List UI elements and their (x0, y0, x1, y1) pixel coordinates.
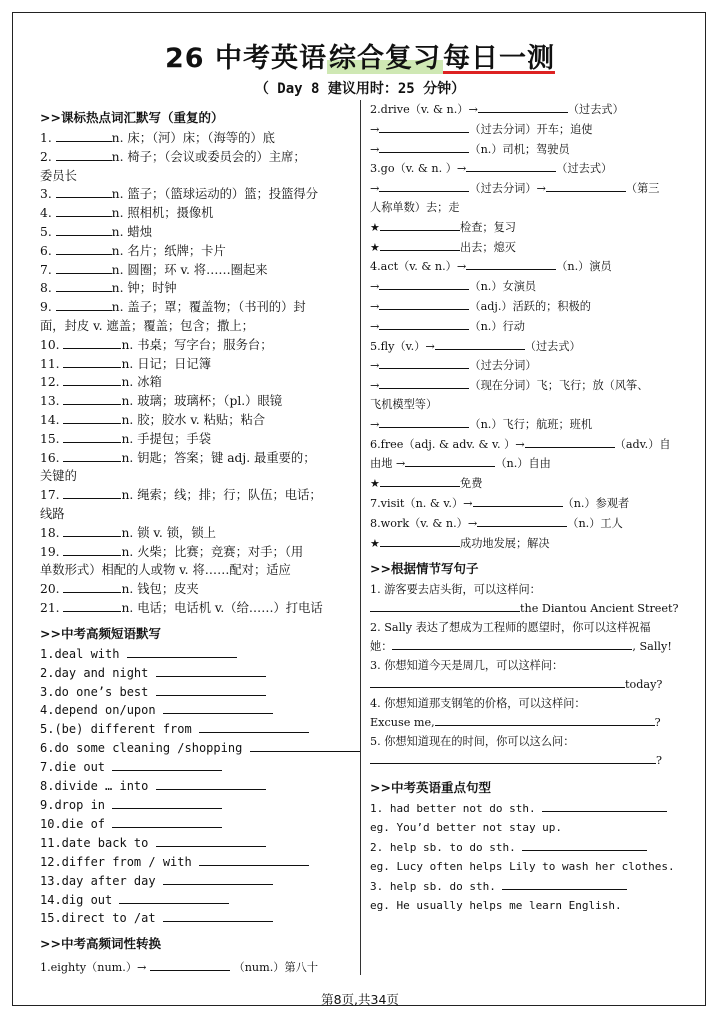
item-number: 14. (40, 412, 60, 427)
answer-end: ? (656, 754, 662, 768)
vocab-item (40, 392, 350, 411)
item-number: 19. (40, 544, 60, 559)
section-vocab-heading: >>课标热点词汇默写（重复的） (40, 110, 224, 125)
answer-blank[interactable] (379, 376, 469, 389)
item-definition: n. 胶；胶水 v. 粘贴；粘合 (121, 412, 266, 427)
item-number: 9. (40, 300, 52, 315)
convert-prefix: ★ (370, 536, 381, 550)
answer-blank[interactable] (127, 645, 237, 658)
answer-blank[interactable] (546, 179, 626, 192)
convert-prefix: 6.free（adj. & adv. & v. ）→ (370, 437, 525, 451)
answer-blank[interactable] (380, 474, 460, 487)
situation-answer (370, 637, 680, 656)
answer-blank[interactable] (250, 739, 360, 752)
phrase-item (40, 720, 350, 739)
phrase-text: 4.depend on/upon (40, 703, 156, 718)
pattern-text: 3. help sb. do sth. (370, 879, 496, 893)
item-definition: n. 电话；电话机 v.（给……）打电话 (121, 600, 323, 615)
answer-blank[interactable] (150, 958, 230, 971)
situation-question: 5. 你想知道现在的时间，你可以这么问： (370, 735, 575, 749)
right-column (370, 100, 680, 916)
convert-suffix: （n.）女演员 (469, 280, 537, 294)
title-prefix: 26 中考英语 (165, 43, 327, 74)
convert-prefix: 3.go（v. & n. ）→ (370, 162, 467, 176)
answer-blank[interactable] (56, 298, 112, 311)
answer-blank[interactable] (466, 257, 556, 270)
item-number: 13. (40, 394, 60, 409)
item-number: 7. (40, 262, 52, 277)
item-definition: n. 锁 v. 锁，锁上 (121, 525, 216, 540)
item-number: 12. (40, 375, 60, 390)
item-number: 5. (40, 224, 52, 239)
item-number: 4. (40, 206, 52, 221)
answer-blank[interactable] (112, 815, 222, 828)
item-number: 11. (40, 356, 60, 371)
situation-question: 1. 游客要去店头街，可以这样问： (370, 583, 541, 597)
convert-suffix: 成功地发展；解决 (460, 536, 550, 550)
situation-question: 3. 你想知道今天是周几，可以这样问： (370, 659, 564, 673)
convert-item (370, 277, 680, 297)
answer-blank[interactable] (525, 435, 615, 448)
convert-suffix: （过去式） (567, 103, 624, 116)
answer-blank[interactable] (56, 129, 112, 142)
vocab-item (40, 223, 350, 242)
item-definition-cont: 单数形式）相配的人或物 v. 将……配对；适应 (40, 563, 291, 578)
phrase-item (40, 645, 350, 664)
item-number: 21. (40, 600, 60, 615)
pattern-example: eg. You’d better not stay up. (370, 821, 563, 835)
answer-blank[interactable] (63, 411, 121, 424)
item-number: 15. (40, 431, 60, 446)
answer-blank[interactable] (435, 337, 525, 350)
answer-end: the Diantou Ancient Street? (520, 602, 679, 616)
answer-end: ? (654, 716, 661, 730)
vocab-item (40, 430, 350, 449)
answer-blank[interactable] (63, 449, 121, 462)
item-number: 2. (40, 149, 52, 164)
item-definition-cont: 委员长 (40, 168, 77, 183)
vocab-item (40, 355, 350, 374)
convert-item (370, 337, 680, 357)
answer-blank[interactable] (56, 242, 112, 255)
phrase-text: 8.divide … into (40, 779, 149, 794)
phrase-text: 9.drop in (40, 797, 106, 812)
pattern-text: 1. had better not do sth. (370, 802, 536, 816)
phrase-item (40, 664, 350, 683)
answer-end: , Sally! (632, 640, 672, 654)
answer-blank[interactable] (435, 713, 655, 726)
convert-suffix: （n.）自由 (495, 457, 551, 471)
convert-prefix: 由地 → (370, 457, 406, 471)
item-definition: n. 手提包；手袋 (121, 431, 212, 446)
convert-item (370, 179, 680, 199)
convert-suffix: （第三 (625, 182, 660, 196)
convert-item (370, 514, 680, 534)
item-number: 10. (40, 337, 60, 352)
pattern-text: 2. help sb. to do sth. (370, 841, 516, 855)
convert-item (370, 297, 680, 317)
answer-blank[interactable] (466, 159, 556, 172)
convert-suffix: （n.）演员 (556, 260, 612, 274)
convert-item (370, 356, 680, 376)
convert-prefix: 5.fly（v.）→ (370, 339, 435, 353)
item-definition: n. 绳索；线；排；行；队伍；电话； (121, 488, 322, 503)
situation-question: 4. 你想知道那支钢笔的价格，可以这样问： (370, 697, 586, 711)
page-subtitle: （ Day 8 建议用时：25 分钟） (254, 81, 466, 97)
phrase-item (40, 909, 350, 928)
title-suffix: 每日一测 (442, 43, 555, 74)
item-definition: n. 床；（河）床；（海等的）底 (111, 131, 275, 145)
item-definition: n. 钟；时钟 (111, 281, 177, 296)
answer-blank[interactable] (63, 599, 121, 612)
answer-blank[interactable] (63, 336, 121, 349)
vocab-list (40, 129, 350, 618)
convert-item (370, 376, 680, 396)
phrase-text: 1.deal with (40, 646, 120, 661)
convert-prefix: → (370, 319, 380, 333)
vocab-item (40, 524, 350, 543)
convert-suffix: （n.）行动 (469, 319, 525, 333)
item-number: 8. (40, 281, 52, 296)
convert-item (370, 474, 680, 494)
situation-question-cont: 她： (370, 640, 393, 654)
convert-item-prefix: 1.eighty（num.）→ (40, 961, 147, 975)
item-definition: n. 玻璃；玻璃杯；（pl.）眼镜 (121, 394, 283, 409)
answer-blank[interactable] (379, 356, 469, 369)
convert-item (370, 100, 680, 120)
convert-suffix: （过去分词）→ (469, 182, 546, 196)
column-divider (360, 100, 361, 975)
vocab-item (40, 373, 350, 392)
convert-suffix: 出去；熄灭 (460, 240, 516, 254)
phrase-item (40, 853, 350, 872)
convert-suffix: （过去式） (524, 339, 581, 353)
convert-prefix: 人称单数）去；走 (370, 200, 460, 214)
answer-blank[interactable] (63, 392, 121, 405)
answer-blank[interactable] (56, 223, 112, 236)
answer-blank[interactable] (379, 297, 469, 310)
phrase-list (40, 645, 350, 929)
item-definition: n. 照相机；摄像机 (111, 206, 214, 221)
item-number: 16. (40, 450, 60, 465)
item-number: 17. (40, 488, 60, 503)
phrase-item (40, 683, 350, 702)
phrase-item (40, 777, 350, 796)
situation-answer (370, 599, 680, 618)
convert-item (370, 494, 680, 514)
phrase-item (40, 815, 350, 834)
convert-prefix: → (370, 379, 380, 393)
answer-blank[interactable] (380, 218, 460, 231)
item-definition: n. 钥匙；答案；键 adj. 最重要的； (121, 450, 316, 465)
phrase-text: 2.day and night (40, 665, 149, 680)
answer-blank[interactable] (163, 909, 273, 922)
convert-prefix: 飞机模型等） (370, 397, 438, 411)
item-definition: n. 盖子；罩；覆盖物；（书刊的）封 (111, 300, 306, 315)
item-definition: n. 名片；纸牌；卡片 (111, 243, 226, 258)
vocab-item (40, 129, 350, 148)
item-definition-cont: 面，封皮 v. 遮盖；覆盖；包含；撒上； (40, 318, 254, 333)
phrase-item (40, 872, 350, 891)
answer-blank[interactable] (380, 238, 460, 251)
title-mid: 综合复习 (328, 43, 441, 74)
phrase-item (40, 891, 350, 910)
vocab-item (40, 148, 350, 167)
answer-blank[interactable] (473, 494, 563, 507)
phrase-text: 3.do one’s best (40, 684, 149, 699)
convert-suffix: （过去分词） (469, 359, 537, 373)
answer-blank[interactable] (379, 415, 469, 428)
item-definition: n. 圆圈；环 v. 将……圈起来 (111, 262, 268, 277)
vocab-item (40, 411, 350, 430)
answer-blank[interactable] (156, 683, 266, 696)
convert-item (370, 435, 680, 455)
pattern-item (370, 838, 680, 858)
convert-item-1 (40, 958, 350, 978)
pattern-item (370, 799, 680, 819)
section-situation-heading: >>根据情节写句子 (370, 561, 479, 577)
convert-prefix: 4.act（v. & n.）→ (370, 260, 467, 274)
answer-blank[interactable] (542, 799, 667, 812)
vocab-item (40, 449, 350, 468)
phrase-text: 6.do some cleaning /shopping (40, 741, 243, 756)
answer-blank[interactable] (379, 140, 469, 153)
page-footer: 第8页,共34页 (321, 992, 399, 1007)
item-definition-cont: 关键的 (40, 469, 77, 484)
item-number: 1. (40, 131, 52, 145)
answer-blank[interactable] (379, 120, 469, 133)
convert-list (370, 100, 680, 553)
answer-blank[interactable] (63, 486, 121, 499)
convert-suffix: （n.）飞行；航班；班机 (469, 417, 593, 431)
convert-item (370, 159, 680, 179)
phrase-text: 7.die out (40, 760, 106, 775)
item-definition: n. 火柴；比赛；竞赛；对手；（用 (121, 544, 304, 559)
convert-suffix: （n.）司机；驾驶员 (469, 142, 570, 156)
answer-blank[interactable] (405, 454, 495, 467)
answer-blank[interactable] (63, 355, 121, 368)
convert-item (370, 120, 680, 140)
answer-blank[interactable] (56, 279, 112, 292)
vocab-item (40, 204, 350, 223)
convert-item (370, 396, 680, 415)
pattern-list (370, 799, 680, 915)
answer-blank[interactable] (56, 204, 112, 217)
item-definition: n. 椅子；（会议或委员会的）主席； (111, 149, 306, 164)
convert-prefix: → (370, 299, 380, 313)
convert-item (370, 257, 680, 277)
convert-suffix: （adv.）自 (614, 437, 671, 451)
vocab-item (40, 185, 350, 204)
answer-blank[interactable] (63, 580, 121, 593)
answer-end: today? (625, 678, 663, 692)
convert-prefix: → (370, 122, 380, 136)
answer-blank[interactable] (156, 834, 266, 847)
vocab-item (40, 298, 350, 317)
item-number: 20. (40, 582, 60, 597)
convert-suffix: （n.）参观者 (562, 496, 630, 510)
phrase-item (40, 796, 350, 815)
convert-prefix: ★ (370, 477, 381, 491)
phrase-text: 15.direct to /at (40, 911, 156, 926)
situation-list (370, 580, 680, 770)
answer-blank[interactable] (392, 637, 632, 650)
answer-blank[interactable] (478, 100, 568, 113)
answer-blank[interactable] (477, 514, 567, 527)
answer-blank[interactable] (56, 148, 112, 161)
answer-blank[interactable] (379, 277, 469, 290)
item-definition-cont: 线路 (40, 506, 65, 521)
item-definition: n. 钱包；皮夹 (121, 582, 199, 597)
convert-prefix: → (370, 142, 380, 156)
item-number: 6. (40, 243, 52, 258)
vocab-item (40, 279, 350, 298)
convert-prefix: → (370, 359, 380, 373)
answer-blank[interactable] (56, 261, 112, 274)
item-number: 18. (40, 525, 60, 540)
convert-item (370, 238, 680, 258)
answer-blank[interactable] (199, 720, 309, 733)
convert-prefix: 8.work（v. & n.）→ (370, 516, 478, 530)
answer-blank[interactable] (63, 543, 121, 556)
convert-item (370, 415, 680, 435)
answer-blank[interactable] (522, 838, 647, 851)
vocab-item (40, 336, 350, 355)
answer-blank[interactable] (379, 179, 469, 192)
situation-answer (370, 751, 680, 770)
answer-blank[interactable] (380, 534, 460, 547)
convert-prefix: ★ (370, 240, 381, 254)
convert-item (370, 199, 680, 218)
phrase-text: 5.(be) different from (40, 722, 192, 737)
phrase-item (40, 758, 350, 777)
phrase-item (40, 834, 350, 853)
situation-question: 2. Sally 表达了想成为工程师的愿望时，你可以这样祝福 (370, 621, 651, 635)
answer-blank[interactable] (56, 185, 112, 198)
section-convert-heading: >>中考高频词性转换 (40, 936, 161, 952)
pattern-example: eg. Lucy often helps Lily to wash her clothes. (370, 860, 675, 874)
section-phrases-heading: >>中考高频短语默写 (40, 625, 161, 641)
phrase-text: 10.die of (40, 816, 106, 831)
convert-suffix: （现在分词）飞；飞行；放（风筝、 (469, 379, 649, 393)
answer-blank[interactable] (112, 796, 222, 809)
vocab-item (40, 543, 350, 562)
convert-item (370, 454, 680, 474)
situation-answer (370, 675, 680, 694)
left-column (40, 106, 350, 978)
page-title (0, 36, 720, 75)
answer-blank[interactable] (63, 430, 121, 443)
item-definition: n. 书桌；写字台；服务台； (121, 337, 273, 352)
convert-prefix: → (370, 417, 380, 431)
convert-prefix: → (370, 182, 380, 196)
convert-item (370, 140, 680, 160)
convert-suffix: （n.）工人 (567, 516, 623, 530)
answer-blank[interactable] (119, 891, 229, 904)
item-definition: n. 冰箱 (121, 375, 162, 390)
phrase-text: 11.date back to (40, 835, 149, 850)
convert-suffix: （过去式） (556, 162, 613, 176)
convert-item (370, 317, 680, 337)
answer-blank[interactable] (63, 373, 121, 386)
convert-suffix: 检查；复习 (460, 220, 516, 234)
phrase-item (40, 701, 350, 720)
answer-blank[interactable] (379, 317, 469, 330)
pattern-item (370, 877, 680, 897)
vocab-item (40, 580, 350, 599)
situation-answer (370, 713, 680, 732)
phrase-text: 13.day after day (40, 873, 156, 888)
answer-blank[interactable] (112, 758, 222, 771)
convert-suffix: 免费 (460, 477, 483, 491)
phrase-text: 12.differ from / with (40, 854, 192, 869)
phrase-item (40, 739, 350, 758)
answer-blank[interactable] (163, 872, 273, 885)
section-patterns-heading: >>中考英语重点句型 (370, 780, 491, 796)
answer-start: Excuse me, (370, 716, 435, 730)
answer-blank[interactable] (156, 664, 266, 677)
vocab-item (40, 261, 350, 280)
item-definition: n. 日记；日记簿 (121, 356, 212, 371)
pattern-example: eg. He usually helps me learn English. (370, 898, 622, 912)
convert-item (370, 534, 680, 554)
answer-blank[interactable] (199, 853, 309, 866)
answer-blank[interactable] (370, 751, 656, 764)
convert-prefix: 7.visit（n. & v.）→ (370, 496, 473, 510)
convert-prefix: ★ (370, 220, 381, 234)
vocab-item (40, 242, 350, 261)
item-definition: n. 篮子；（篮球运动的）篮；投篮得分 (111, 187, 318, 202)
answer-blank[interactable] (156, 777, 266, 790)
convert-suffix: （过去分词）开车；追使 (469, 122, 593, 136)
vocab-item (40, 486, 350, 505)
vocab-item (40, 599, 350, 618)
answer-blank[interactable] (63, 524, 121, 537)
answer-blank[interactable] (163, 701, 273, 714)
answer-blank[interactable] (502, 877, 627, 890)
convert-item-suffix: （num.）第八十 (233, 961, 319, 975)
convert-suffix: （adj.）活跃的；积极的 (469, 299, 591, 313)
answer-blank[interactable] (370, 675, 625, 688)
convert-prefix: → (370, 280, 380, 294)
convert-prefix: 2.drive（v. & n.）→ (370, 103, 478, 116)
item-number: 3. (40, 187, 52, 202)
answer-blank[interactable] (370, 599, 520, 612)
phrase-text: 14.dig out (40, 892, 113, 907)
item-definition: n. 蜡烛 (111, 224, 152, 239)
convert-item (370, 218, 680, 238)
